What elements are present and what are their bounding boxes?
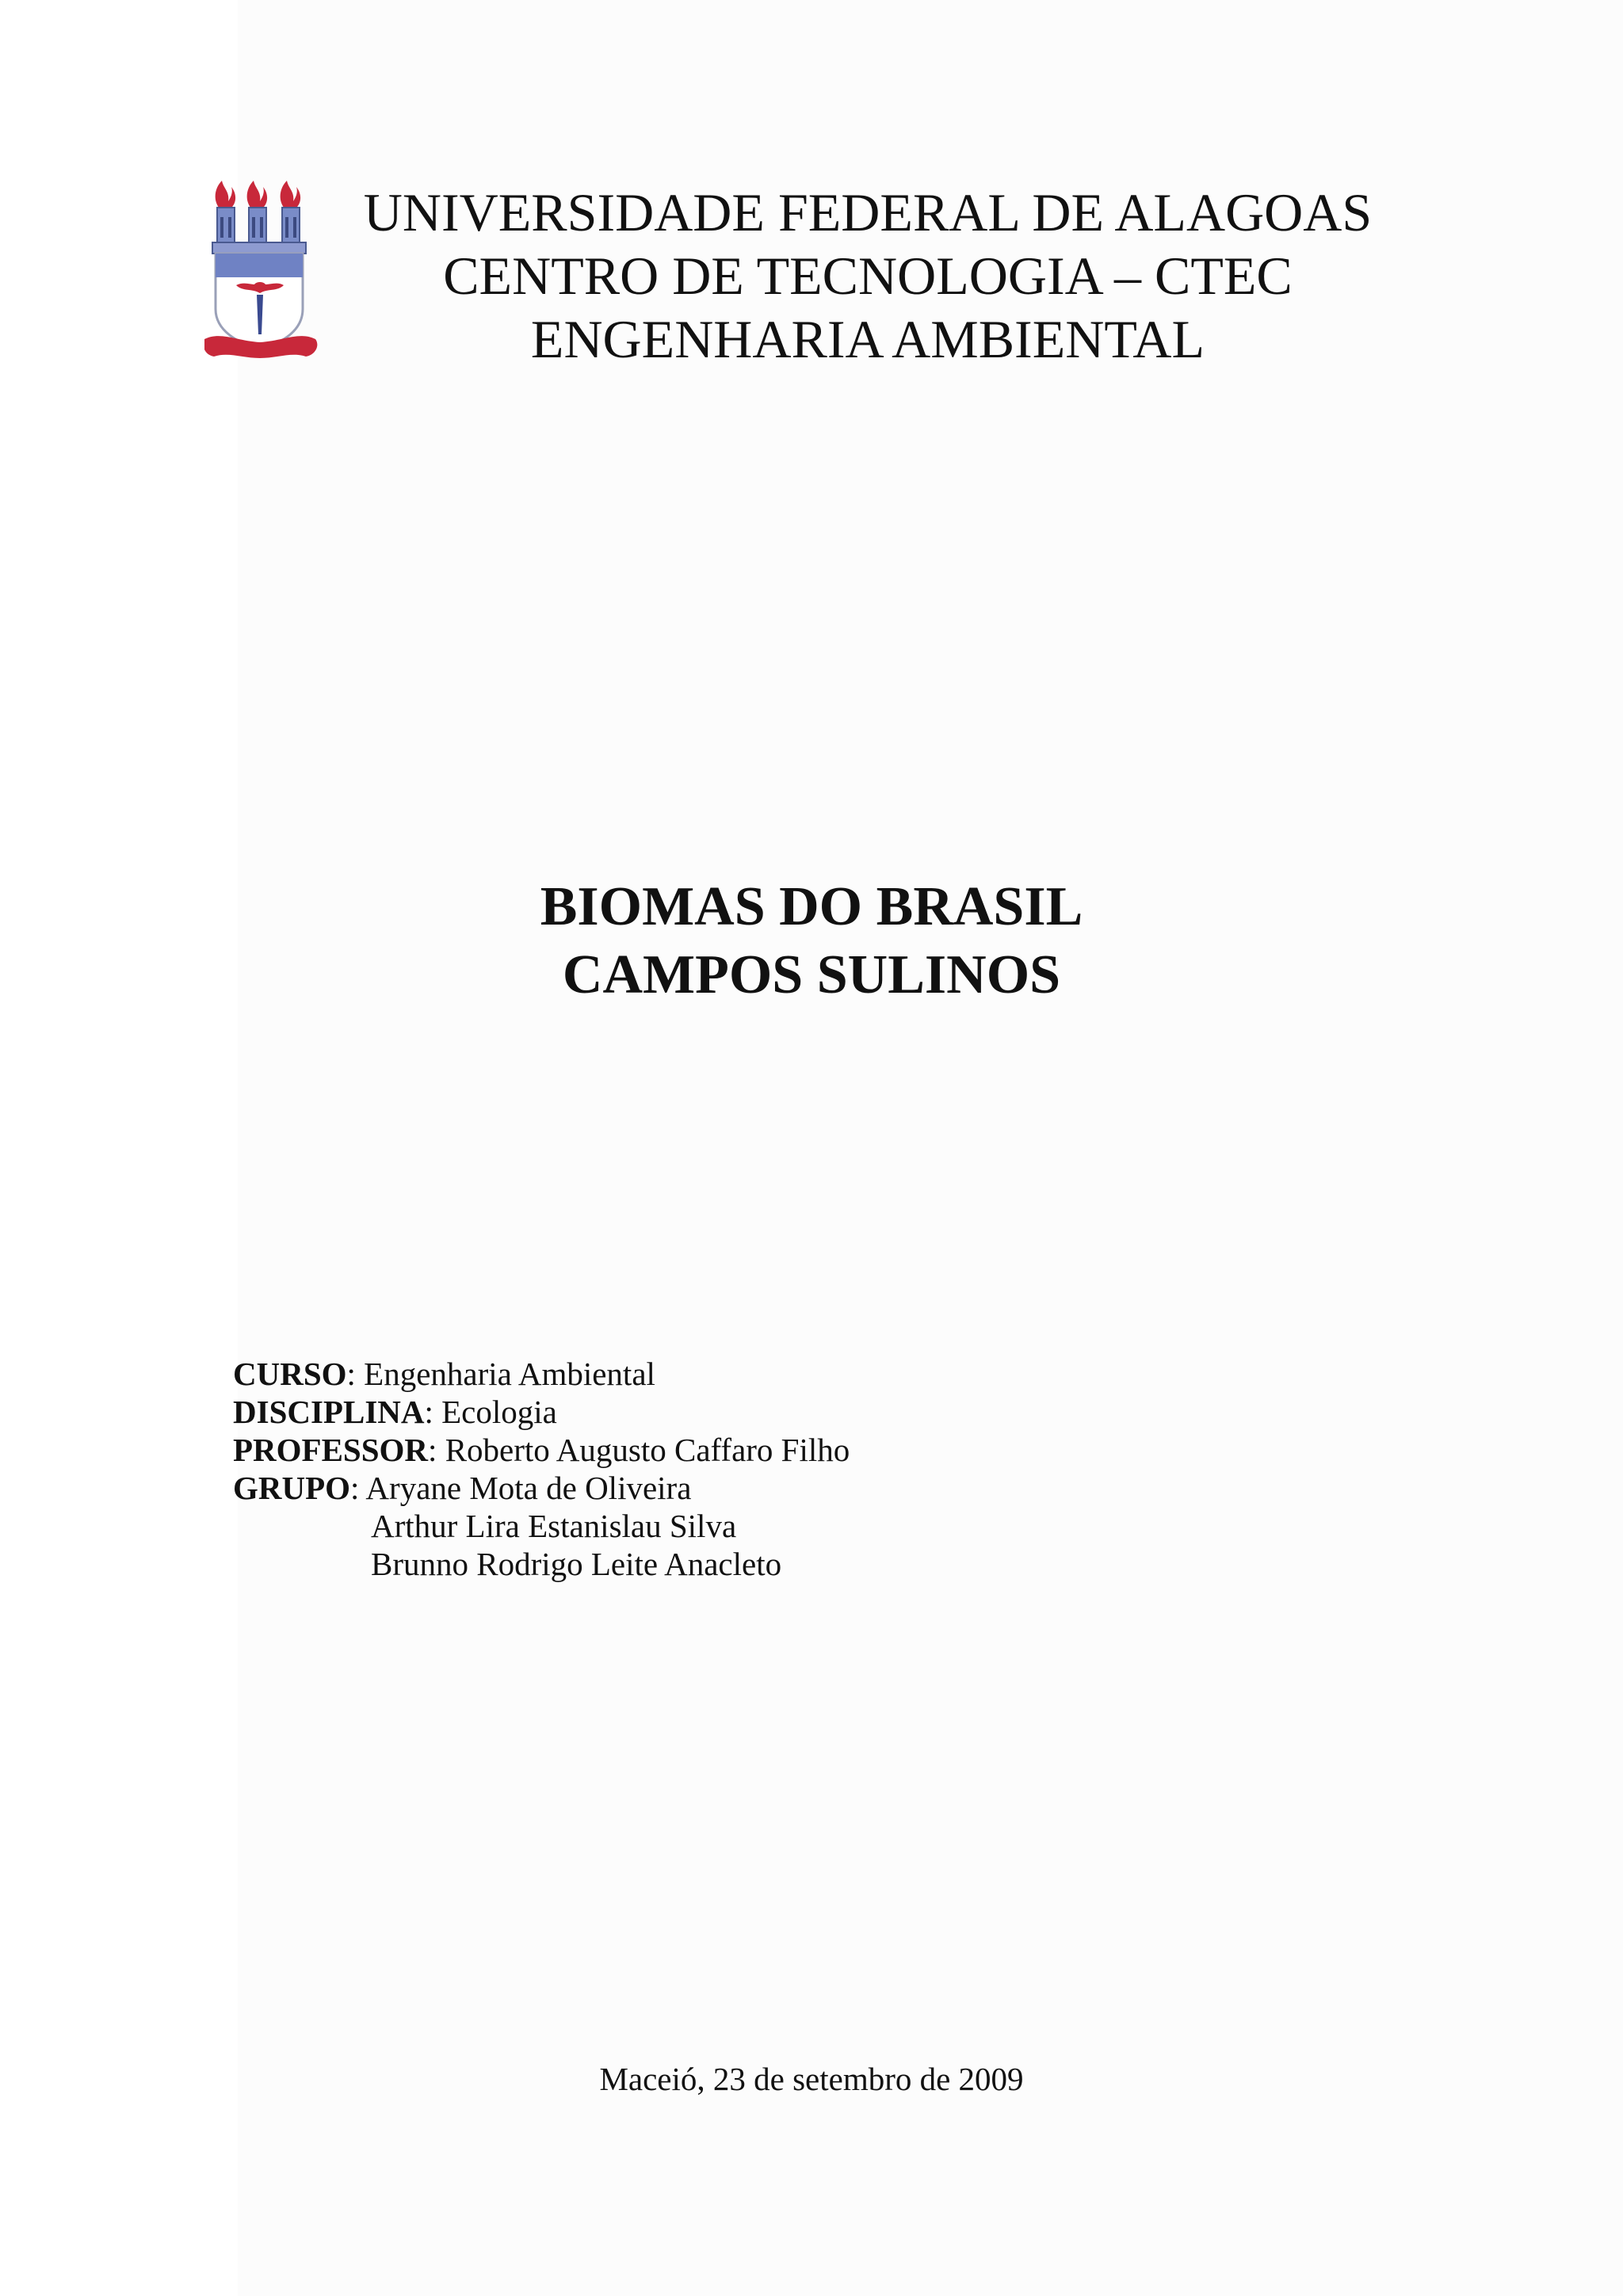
document-title [0,873,1623,1009]
curso-label: CURSO [233,1356,347,1392]
course-name: ENGENHARIA AMBIENTAL [530,309,1205,369]
curso-row [233,1355,850,1393]
disciplina-label: DISCIPLINA [233,1394,425,1430]
institution-header [333,181,1403,371]
grupo-label: GRUPO [233,1470,351,1506]
professor-row [233,1431,850,1469]
disciplina-row [233,1393,850,1431]
group-member: Brunno Rodrigo Leite Anacleto [371,1546,782,1582]
disciplina-value: : Ecologia [424,1394,557,1430]
title-line-1: BIOMAS DO BRASIL [540,876,1083,937]
grupo-row [233,1469,850,1507]
title-line-2: CAMPOS SULINOS [562,944,1061,1005]
curso-value: : Engenharia Ambiental [346,1356,655,1392]
grupo-value: : Aryane Mota de Oliveira [350,1470,692,1506]
center-name: CENTRO DE TECNOLOGIA – CTEC [443,246,1293,306]
place-date: Maceió, 23 de setembro de 2009 [599,2061,1024,2097]
group-member: Arthur Lira Estanislau Silva [371,1508,737,1544]
professor-value: : Roberto Augusto Caffaro Filho [428,1432,850,1468]
ufal-crest-icon [204,176,320,366]
university-name: UNIVERSIDADE FEDERAL DE ALAGOAS [363,182,1373,242]
professor-label: PROFESSOR [233,1432,429,1468]
info-block [233,1355,850,1583]
